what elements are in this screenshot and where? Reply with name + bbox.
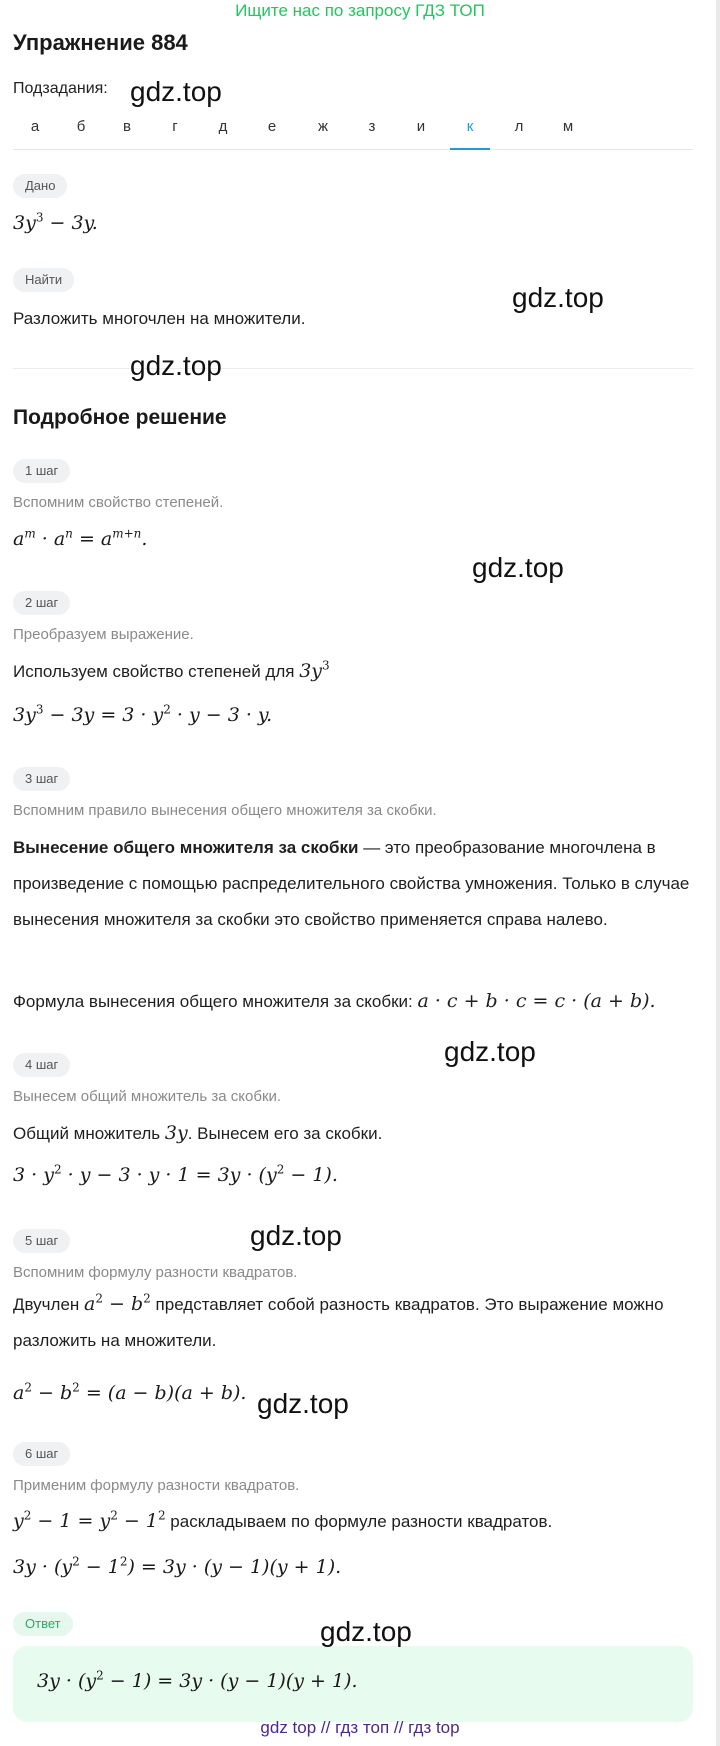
- page-edge: [716, 0, 720, 1746]
- answer-box: [13, 1646, 693, 1722]
- step-2-text: [13, 660, 330, 682]
- step-5-text-a: Двучлен: [13, 1295, 80, 1314]
- tab-z[interactable]: з: [368, 118, 376, 135]
- step-6-inline-math: $y^2 - 1 = y^2 - 1^2$: [13, 1508, 166, 1532]
- answer-badge: Ответ: [13, 1612, 73, 1636]
- tab-g[interactable]: г: [172, 118, 178, 135]
- step-6-badge: 6 шаг: [13, 1442, 70, 1466]
- subtask-tabs: [13, 110, 693, 150]
- step-4-text-b: . Вынесем его за скобки.: [187, 1124, 383, 1143]
- watermark: gdz.top: [472, 552, 564, 583]
- watermark: gdz.top: [320, 1616, 412, 1647]
- definition-term: Вынесение общего множителя за скобки: [13, 838, 359, 857]
- step-1-formula: $a^m \cdot a^n = a^{m+n}$.: [13, 526, 148, 550]
- step-4-text-a: Общий множитель: [13, 1124, 161, 1143]
- tab-e[interactable]: е: [267, 118, 277, 135]
- step-6-text: [13, 1510, 552, 1532]
- given-badge: Дано: [13, 174, 67, 198]
- tab-l[interactable]: л: [514, 118, 524, 135]
- tab-b[interactable]: б: [76, 118, 86, 135]
- step-2-inline-math: $3y^3$: [299, 658, 330, 682]
- step-4-formula: $3 \cdot y^2 \cdot y - 3 \cdot y \cdot 1 = 3y \cdot (y^2 - 1)$.: [13, 1162, 338, 1186]
- tab-v[interactable]: в: [123, 118, 131, 135]
- step-2-formula: $3y^3 - 3y = 3 \cdot y^2 \cdot y - 3 \cdot y$.: [13, 702, 273, 726]
- watermark: gdz.top: [444, 1036, 536, 1067]
- tab-a[interactable]: а: [30, 118, 40, 135]
- step-5-hint: Вспомним формулу разности квадратов.: [13, 1264, 298, 1281]
- step-6-formula: $3y \cdot (y^2 - 1^2) = 3y \cdot (y - 1)(y + 1)$.: [13, 1554, 342, 1578]
- step-3-definition: [13, 830, 703, 938]
- given-expression: $3y^3 - 3y$.: [13, 210, 98, 234]
- find-text: Разложить многочлен на множители.: [13, 309, 306, 328]
- tab-i[interactable]: и: [416, 118, 426, 135]
- tab-k[interactable]: к: [450, 118, 490, 150]
- page-title: Упражнение 884: [13, 30, 188, 55]
- step-1-badge: 1 шаг: [13, 459, 70, 483]
- step-2-hint: Преобразуем выражение.: [13, 626, 194, 643]
- step-4-inline-math: 3y: [164, 1122, 188, 1144]
- solution-title: Подробное решение: [13, 406, 227, 429]
- watermark: gdz.top: [250, 1220, 342, 1251]
- subtasks-label: Подзадания:: [13, 80, 108, 97]
- step-4-text: [13, 1122, 382, 1144]
- step-3-badge: 3 шаг: [13, 767, 70, 791]
- step-2-badge: 2 шаг: [13, 591, 70, 615]
- tab-m[interactable]: м: [562, 118, 574, 135]
- watermark: gdz.top: [257, 1388, 349, 1419]
- step-5-text: [13, 1286, 703, 1359]
- tab-zh[interactable]: ж: [317, 118, 329, 135]
- step-6-text-b: раскладываем по формуле разности квадратов.: [165, 1512, 553, 1531]
- answer-expression: $3y \cdot (y^2 - 1) = 3y \cdot (y - 1)(y + 1)$.: [37, 1668, 358, 1692]
- watermark: gdz.top: [130, 350, 222, 381]
- watermark: gdz.top: [512, 282, 604, 313]
- find-badge: Найти: [13, 268, 74, 292]
- step-2-text-label: Используем свойство степеней для: [13, 662, 295, 681]
- definition-body: — это преобразование многочлена в произведение с помощью распределительного свойства умножения. Только в случае вынесения множителя за скобки это свойство применяется справа налево.: [13, 838, 690, 929]
- step-1-hint: Вспомним свойство степеней.: [13, 494, 224, 511]
- step-5-formula: $a^2 - b^2 = (a - b)(a + b)$.: [13, 1380, 247, 1404]
- tab-d[interactable]: д: [218, 118, 228, 135]
- step-3-formula-label: Формула вынесения общего множителя за скобки:: [13, 992, 413, 1011]
- step-5-text-b: представляет собой разность квадратов. Это выражение можно разложить на множители.: [13, 1295, 664, 1350]
- section-divider: [13, 368, 693, 369]
- watermark: gdz.top: [130, 76, 222, 107]
- step-5-badge: 5 шаг: [13, 1229, 70, 1253]
- step-3-hint: Вспомним правило вынесения общего множителя за скобки.: [13, 802, 437, 819]
- step-4-hint: Вынесем общий множитель за скобки.: [13, 1088, 282, 1105]
- step-5-inline-math: $a^2 - b^2$: [84, 1291, 151, 1315]
- step-6-hint: Применим формулу разности квадратов.: [13, 1477, 300, 1494]
- step-4-badge: 4 шаг: [13, 1053, 70, 1077]
- step-3-formula-line: [13, 990, 656, 1012]
- step-3-formula: a · c + b · c = c · (a + b).: [417, 990, 656, 1012]
- footer-links[interactable]: gdz top // гдз топ // гдз top: [260, 1718, 460, 1737]
- search-banner[interactable]: Ищите нас по запросу ГДЗ ТОП: [235, 1, 485, 20]
